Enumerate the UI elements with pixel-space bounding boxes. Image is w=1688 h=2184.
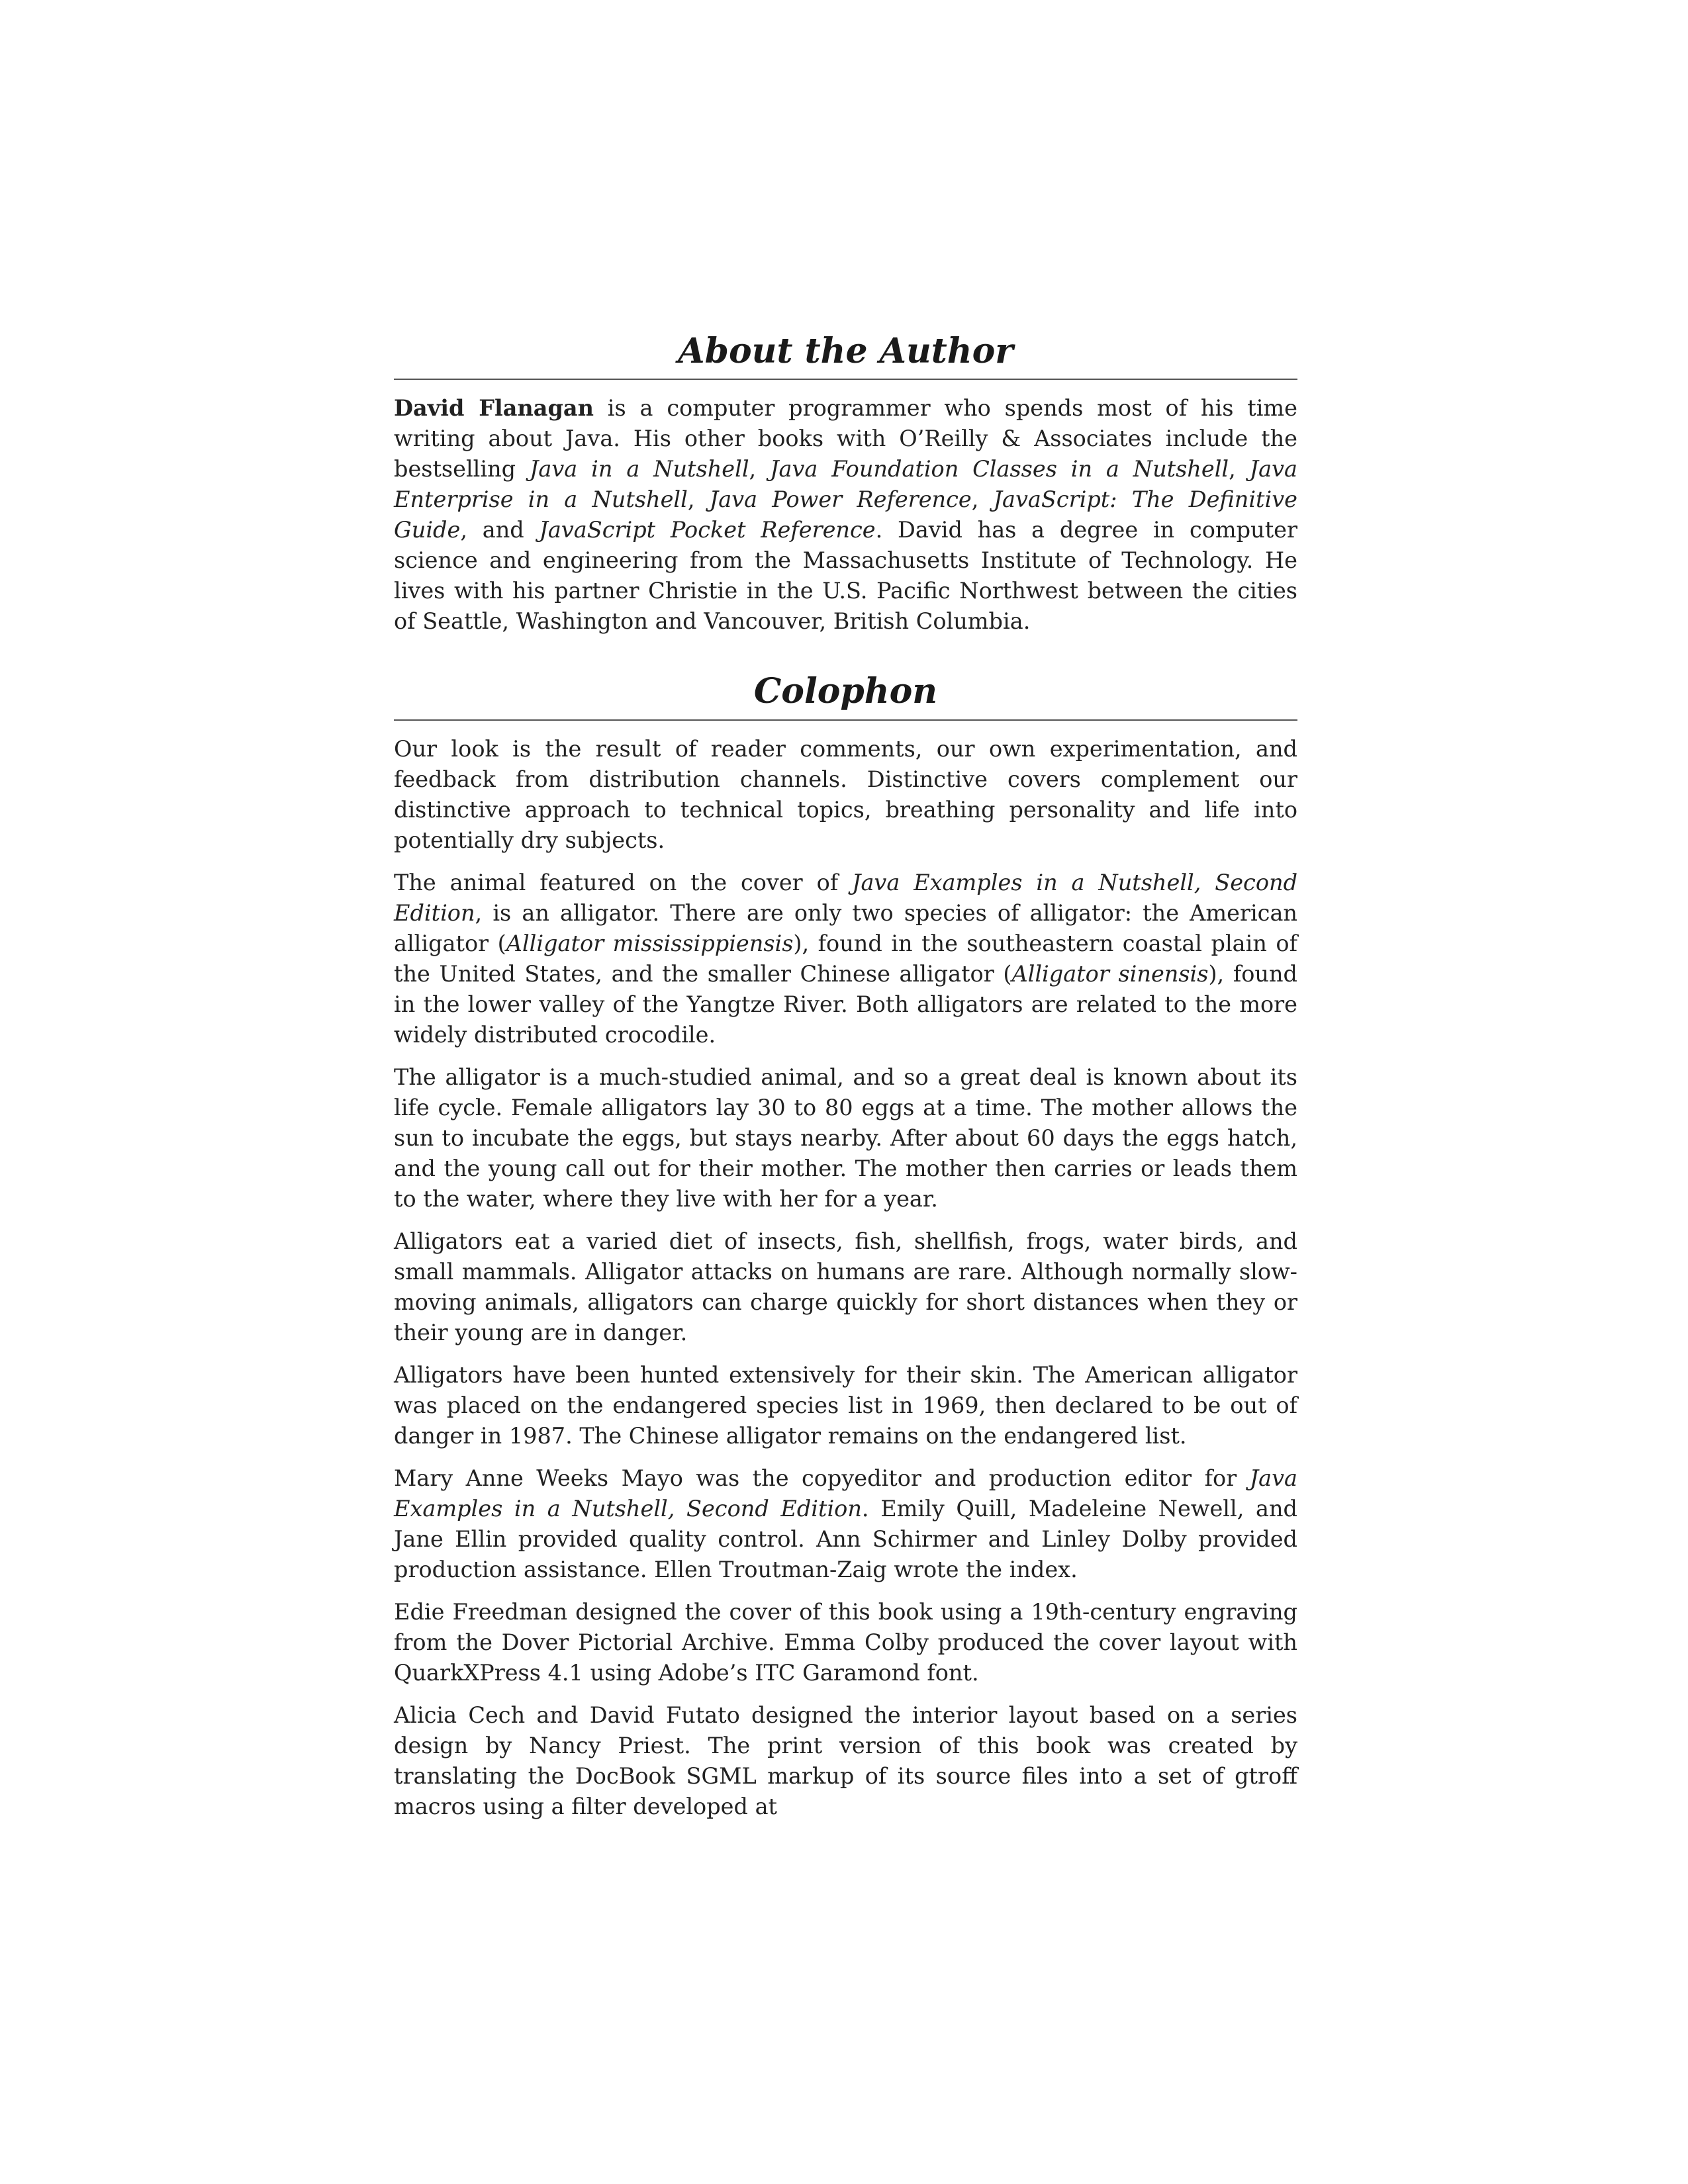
author-name: David Flanagan	[394, 395, 594, 422]
section-spacer	[394, 637, 1297, 671]
colophon-heading: Colophon	[394, 671, 1297, 720]
book-title: Java Examples in a Nutshell, Second Edition	[394, 1465, 1297, 1522]
colophon-paragraph-6: Mary Anne Weeks Mayo was the copyeditor and production editor for Java Examples in a Nutshell, Second Edition. Emily Quill, Madeleine Newell, and Jane Ellin provided quality control. Ann Schirmer and Linley Dolby provided production assistance. Ellen Troutman-Zaig wrote the index.	[394, 1465, 1297, 1582]
book-title: Java Power Reference	[709, 486, 972, 513]
book-title: Java Foundation Classes in a Nutshell	[770, 456, 1229, 482]
colophon-paragraph-5: Alligators have been hunted extensively for their skin. The American alligator was placed on the endangered species list in 1969, then declared to be out of danger in 1987. The Chinese alligator remains on the endangered list.	[394, 1361, 1297, 1449]
book-title: Java in a Nutshell	[529, 456, 749, 482]
colophon-paragraph-8: Alicia Cech and David Futato designed the interior layout based on a series design by Nancy Priest. The print version of this book was created by translating the DocBook SGML markup of its source files into a set of gtroff macros using a filter developed at	[394, 1702, 1297, 1819]
page	[394, 331, 1297, 1822]
species-name: Alligator mississippiensis	[506, 930, 794, 956]
book-title: JavaScript Pocket Reference	[539, 517, 876, 543]
colophon-paragraph-3: The alligator is a much-studied animal, and so a great deal is known about its life cycle. Female alligators lay 30 to 80 eggs at a time. The mother allows the sun to incubate the eggs, but stays nearby. After about 60 days the eggs hatch, and the young call out for their mother. The mother then carries or leads them to the water, where they live with her for a year.	[394, 1064, 1297, 1212]
about-heading: About the Author	[394, 331, 1297, 380]
colophon-paragraph-1: Our look is the result of reader comments, our own experimentation, and feedback from distribution channels. Distinctive covers complement our distinctive approach to technical topics, breathing personality and life into potentially dry subjects.	[394, 735, 1297, 853]
colophon-paragraph-4: Alligators eat a varied diet of insects, fish, shellfish, frogs, water birds, and small mammals. Alligator attacks on humans are rare. Although normally slow-moving animals, alligators can charge quickly for short distances when they or their young are in danger.	[394, 1228, 1297, 1345]
book-title: JavaScript: The Definitive Guide	[394, 486, 1297, 543]
colophon-paragraph-7: Edie Freedman designed the cover of this book using a 19th-century engraving from the Dover Pictorial Archive. Emma Colby produced the cover layout with QuarkXPress 4.1 using Adobe’s ITC Garamond font.	[394, 1598, 1297, 1686]
book-title: Java Examples in a Nutshell, Second Edition	[394, 869, 1298, 926]
species-name: Alligator sinensis	[1011, 960, 1209, 987]
book-title: Java Enterprise in a Nutshell	[394, 456, 1297, 513]
colophon-paragraph-2: The animal featured on the cover of Java Examples in a Nutshell, Second Edition, is an alligator. There are only two species of alligator: the American alligator (Alligator mississippiensis), found in the southeastern coastal plain of the United States, and the smaller Chinese alligator (Alligator sinensis), found in the lower valley of the Yangtze River. Both alligators are related to the more widely distributed crocodile.	[394, 869, 1298, 1048]
about-paragraph: David Flanagan is a computer programmer who spends most of his time writing about Java. His other books with O’Reilly & Associates include the bestselling Java in a Nutshell, Java Foundation Classes in a Nutshell, Java Enterprise in a Nutshell, Java Power Reference, JavaScript: The Definitive Guide, and JavaScript Pocket Reference. David has a degree in computer science and engineering from the Massachusetts Institute of Technology. He lives with his partner Christie in the U.S. Pacific Northwest between the cities of Seattle, Washington and Vancouver, British Columbia.	[394, 395, 1297, 635]
